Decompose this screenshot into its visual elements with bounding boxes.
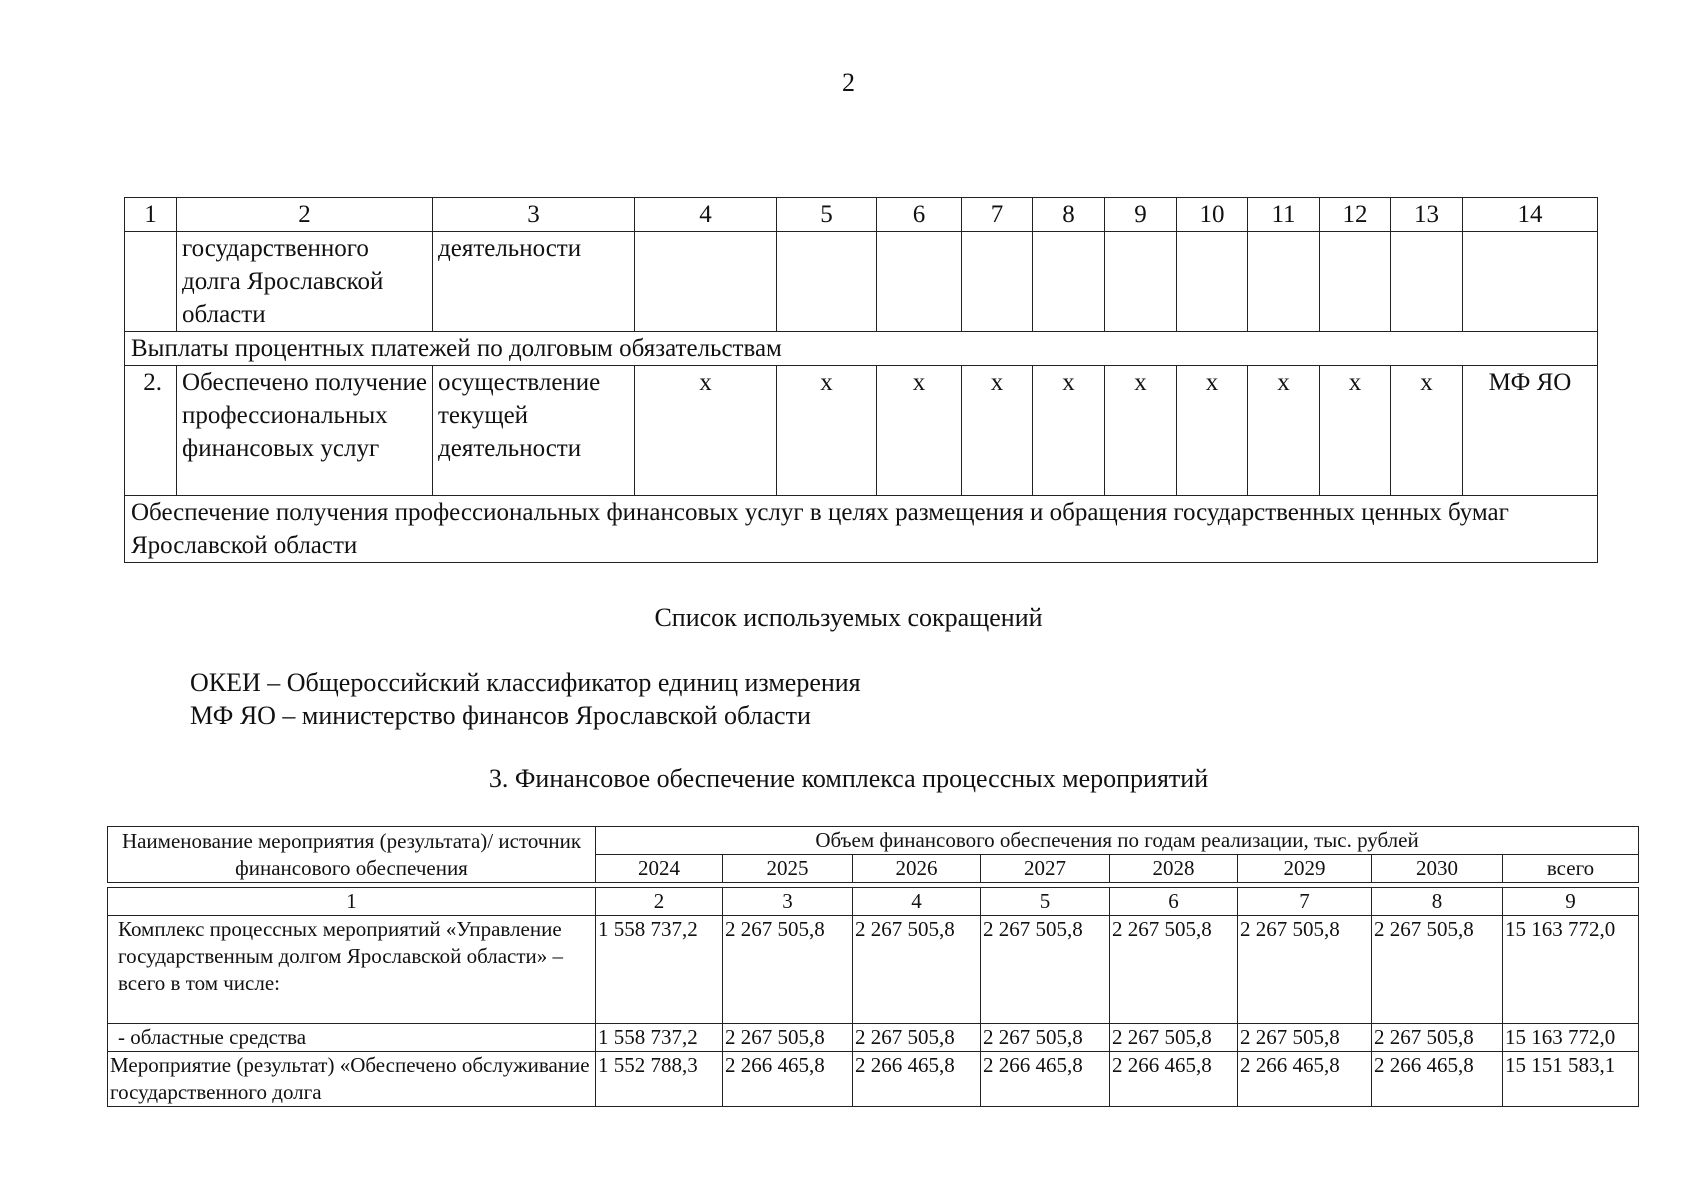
column-number: 6	[1110, 888, 1238, 916]
year-cell: 2026	[853, 855, 981, 883]
value-cell: 2 267 505,8	[981, 916, 1110, 1024]
header-cell: 6	[877, 198, 962, 232]
page-number: 2	[842, 68, 855, 97]
activity-type-cell: осуществление текущей деятельности	[433, 366, 635, 496]
value-cell: 2 266 465,8	[723, 1052, 853, 1107]
value-cell: 2 266 465,8	[853, 1052, 981, 1107]
activity-name-cell: Обеспечено получение профессиональных финансовых услуг	[177, 366, 433, 496]
column-number: 9	[1503, 888, 1639, 916]
activity-type-cell: деятельности	[433, 232, 635, 332]
header-cell: 4	[635, 198, 777, 232]
financing-table	[107, 826, 1639, 1107]
table-row	[108, 1052, 1639, 1107]
column-number: 2	[596, 888, 723, 916]
year-cell: 2028	[1110, 855, 1238, 883]
header-cell: 2	[177, 198, 433, 232]
header-cell: 1	[125, 198, 177, 232]
header-cell: 14	[1463, 198, 1598, 232]
abbreviation-item: ОКЕИ – Общероссийский классификатор единиц измерения	[190, 668, 861, 697]
table-cell	[1320, 232, 1391, 332]
value-cell: 2 267 505,8	[723, 1024, 853, 1052]
table-cell	[1177, 232, 1248, 332]
section-heading: 3. Финансовое обеспечение комплекса процессных мероприятий	[488, 764, 1209, 793]
table-row	[108, 1024, 1639, 1052]
mark-cell: х	[877, 366, 962, 496]
value-cell: 1 552 788,3	[596, 1052, 723, 1107]
value-cell: 15 163 772,0	[1503, 1024, 1639, 1052]
row-name: Мероприятие (результат) «Обеспечено обслуживание государственного долга	[108, 1052, 596, 1107]
table-cell	[1391, 232, 1463, 332]
section-row	[125, 496, 1598, 563]
year-cell: 2029	[1238, 855, 1372, 883]
value-cell: 2 267 505,8	[1238, 1024, 1372, 1052]
value-cell: 2 267 505,8	[1372, 916, 1503, 1024]
column-number: 3	[723, 888, 853, 916]
section-row	[125, 332, 1598, 366]
table-row	[125, 232, 1598, 332]
header-name-cell: Наименование мероприятия (результата)/ источник финансового обеспечения	[108, 827, 596, 883]
table-cell	[635, 232, 777, 332]
header-volume-cell: Объем финансового обеспечения по годам реализации, тыс. рублей	[596, 827, 1639, 855]
row-name: - областные средства	[108, 1024, 596, 1052]
table-cell	[877, 232, 962, 332]
header-cell: 7	[962, 198, 1033, 232]
header-cell: 8	[1033, 198, 1105, 232]
value-cell: 2 267 505,8	[1238, 916, 1372, 1024]
value-cell: 2 267 505,8	[1110, 916, 1238, 1024]
year-cell: 2024	[596, 855, 723, 883]
responsible-cell: МФ ЯО	[1463, 366, 1598, 496]
header-cell: 5	[777, 198, 877, 232]
value-cell: 1 558 737,2	[596, 916, 723, 1024]
table-header-row	[108, 827, 1639, 855]
header-cell: 12	[1320, 198, 1391, 232]
value-cell: 2 267 505,8	[723, 916, 853, 1024]
section-title: Выплаты процентных платежей по долговым обязательствам	[125, 332, 1598, 366]
table-cell	[777, 232, 877, 332]
year-cell: 2030	[1372, 855, 1503, 883]
value-cell: 2 266 465,8	[981, 1052, 1110, 1107]
column-number: 1	[108, 888, 596, 916]
table-cell	[125, 232, 177, 332]
header-cell: 13	[1391, 198, 1463, 232]
section-title: Обеспечение получения профессиональных финансовых услуг в целях размещения и обращения государственных ценных бумаг Ярославской области	[125, 496, 1598, 563]
mark-cell: х	[1320, 366, 1391, 496]
table-row	[125, 366, 1598, 496]
header-cell: 10	[1177, 198, 1248, 232]
value-cell: 2 266 465,8	[1238, 1052, 1372, 1107]
mark-cell: х	[1391, 366, 1463, 496]
year-cell: всего	[1503, 855, 1639, 883]
column-number: 5	[981, 888, 1110, 916]
header-cell: 11	[1248, 198, 1320, 232]
mark-cell: х	[1033, 366, 1105, 496]
table-cell	[1248, 232, 1320, 332]
mark-cell: х	[635, 366, 777, 496]
value-cell: 2 267 505,8	[853, 916, 981, 1024]
table-cell	[1033, 232, 1105, 332]
activity-name-cell: государственного долга Ярославской области	[177, 232, 433, 332]
mark-cell: х	[1105, 366, 1177, 496]
value-cell: 2 267 505,8	[853, 1024, 981, 1052]
value-cell: 15 163 772,0	[1503, 916, 1639, 1024]
year-cell: 2027	[981, 855, 1110, 883]
abbreviation-item: МФ ЯО – министерство финансов Ярославской области	[190, 701, 811, 730]
mark-cell: х	[962, 366, 1033, 496]
column-number: 8	[1372, 888, 1503, 916]
table-cell	[1463, 232, 1598, 332]
mark-cell: х	[1248, 366, 1320, 496]
mark-cell: х	[1177, 366, 1248, 496]
value-cell: 2 266 465,8	[1110, 1052, 1238, 1107]
value-cell: 1 558 737,2	[596, 1024, 723, 1052]
table-header-row	[125, 198, 1598, 232]
column-number: 4	[853, 888, 981, 916]
table-cell	[962, 232, 1033, 332]
value-cell: 2 267 505,8	[981, 1024, 1110, 1052]
mark-cell: х	[777, 366, 877, 496]
value-cell: 2 266 465,8	[1372, 1052, 1503, 1107]
header-cell: 9	[1105, 198, 1177, 232]
column-number: 7	[1238, 888, 1372, 916]
abbreviations-title: Список используемых сокращений	[654, 603, 1043, 632]
row-name: Комплекс процессных мероприятий «Управление государственным долгом Ярославской области» – всего в том числе:	[108, 916, 596, 1024]
table-cell	[1105, 232, 1177, 332]
row-number: 2.	[125, 366, 177, 496]
activities-table	[124, 197, 1598, 563]
column-number-row	[108, 888, 1639, 916]
year-cell: 2025	[723, 855, 853, 883]
value-cell: 15 151 583,1	[1503, 1052, 1639, 1107]
table-row	[108, 916, 1639, 1024]
value-cell: 2 267 505,8	[1110, 1024, 1238, 1052]
header-cell: 3	[433, 198, 635, 232]
value-cell: 2 267 505,8	[1372, 1024, 1503, 1052]
